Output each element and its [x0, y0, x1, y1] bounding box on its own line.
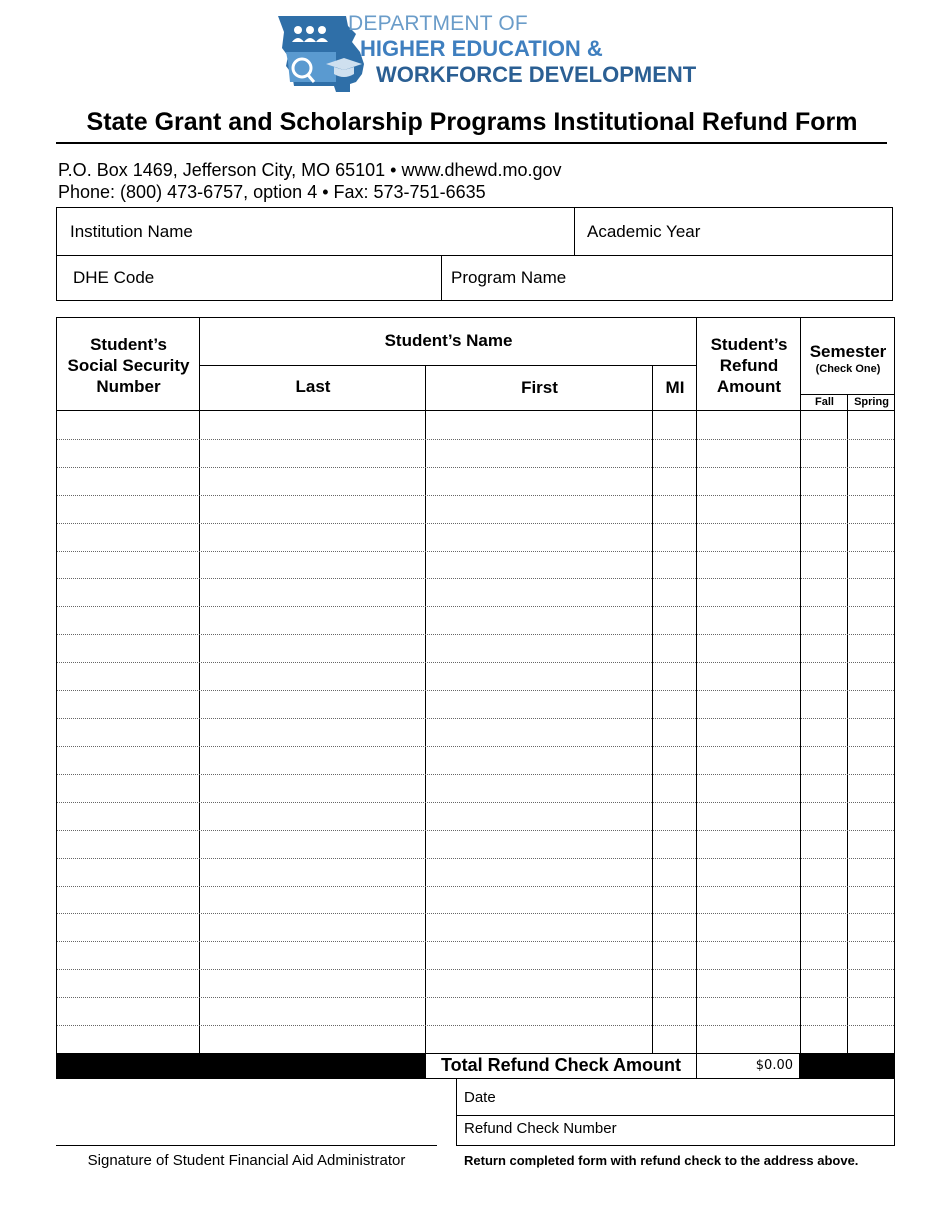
- refund-header-line: Student’s: [710, 335, 788, 354]
- row-separator: [57, 606, 894, 607]
- program-name-field[interactable]: Program Name: [451, 268, 567, 287]
- total-refund-amount[interactable]: $0.00: [755, 1058, 793, 1073]
- logo-line-2: HIGHER EDUCATION &: [360, 36, 603, 61]
- row-separator: [57, 439, 894, 440]
- last-name-header: Last: [295, 377, 331, 396]
- institution-info-box: [56, 207, 893, 301]
- fall-header: Fall: [815, 396, 834, 408]
- info-divider: [441, 255, 442, 301]
- row-separator: [57, 746, 894, 747]
- row-separator: [57, 913, 894, 914]
- info-divider: [57, 255, 892, 256]
- row-separator: [57, 523, 894, 524]
- ssn-header: [57, 334, 200, 397]
- row-separator: [57, 467, 894, 468]
- total-refund-label: Total Refund Check Amount: [441, 1055, 681, 1075]
- row-separator: [57, 774, 894, 775]
- info-divider: [574, 208, 575, 255]
- ssn-header-line: Number: [96, 377, 161, 396]
- department-logo: [276, 12, 706, 96]
- spring-header: Spring: [854, 396, 889, 408]
- date-field[interactable]: Date: [464, 1089, 496, 1106]
- student-name-header: Student’s Name: [384, 331, 513, 350]
- ssn-header-line: Social Security: [67, 356, 190, 375]
- row-separator: [57, 886, 894, 887]
- mi-header: MI: [665, 378, 685, 397]
- refund-check-number-field[interactable]: Refund Check Number: [464, 1120, 617, 1137]
- total-bar-fill: [800, 1054, 895, 1079]
- row-separator: [57, 662, 894, 663]
- row-separator: [57, 718, 894, 719]
- logo-line-1: DEPARTMENT OF: [348, 12, 528, 35]
- form-title: State Grant and Scholarship Programs Institutional Refund Form: [86, 108, 858, 136]
- row-separator: [57, 578, 894, 579]
- name-header-divider: [200, 365, 697, 366]
- signature-label: Signature of Student Financial Aid Administrator: [87, 1152, 406, 1169]
- row-separator: [57, 690, 894, 691]
- row-separator: [57, 551, 894, 552]
- semester-header: Semester: [809, 342, 887, 361]
- row-separator: [57, 969, 894, 970]
- contact-line: Phone: (800) 473-6757, option 4 • Fax: 573-751-6635: [58, 182, 486, 202]
- row-separator: [57, 858, 894, 859]
- row-separator: [57, 495, 894, 496]
- row-separator: [57, 634, 894, 635]
- row-separator: [57, 997, 894, 998]
- row-separator: [57, 1025, 894, 1026]
- refund-header-line: Refund: [719, 356, 779, 375]
- row-separator: [57, 802, 894, 803]
- ssn-header-line: Student’s: [90, 335, 167, 354]
- logo-line-3: WORKFORCE DEVELOPMENT: [376, 62, 697, 87]
- student-refund-table: [56, 317, 895, 1054]
- check-one-note: (Check One): [815, 363, 881, 375]
- signature-line[interactable]: [56, 1145, 437, 1146]
- refund-header-line: Amount: [716, 377, 782, 396]
- student-rows: [57, 411, 894, 1053]
- row-separator: [57, 830, 894, 831]
- dhe-code-field[interactable]: DHE Code: [73, 268, 155, 287]
- institution-name-field[interactable]: Institution Name: [70, 222, 193, 241]
- academic-year-field[interactable]: Academic Year: [587, 222, 701, 241]
- title-divider: [56, 142, 887, 144]
- row-separator: [57, 941, 894, 942]
- first-name-header: First: [521, 378, 558, 397]
- address-line: P.O. Box 1469, Jefferson City, MO 65101 • www.dhewd.mo.gov: [58, 160, 562, 180]
- total-bar-fill: [56, 1054, 426, 1079]
- refund-amount-header: [697, 334, 801, 397]
- return-instruction: Return completed form with refund check to the address above.: [464, 1153, 859, 1168]
- date-divider: [456, 1115, 895, 1116]
